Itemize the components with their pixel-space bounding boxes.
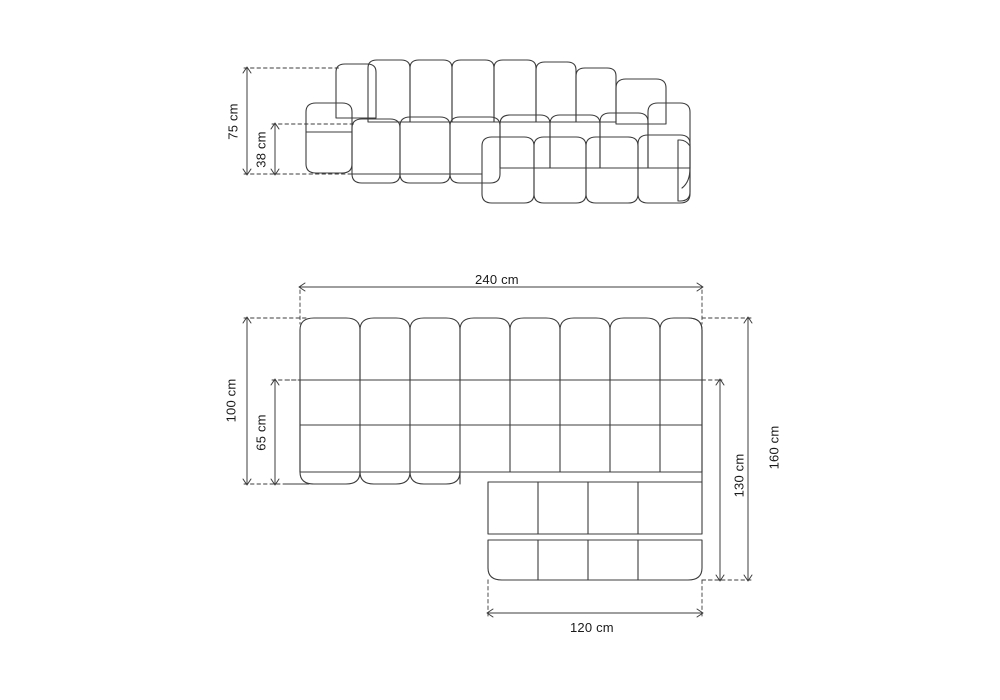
dimension-label-plan-depth-total: 160 cm	[766, 425, 782, 470]
dimension-label-chaise-width: 120 cm	[570, 620, 614, 635]
dimension-label-front-seat-height: 38 cm	[253, 131, 269, 168]
dimension-label-plan-depth-left: 100 cm	[223, 378, 239, 423]
dimension-label-plan-width-total: 240 cm	[475, 272, 519, 287]
dimension-label-plan-depth-inner: 130 cm	[731, 453, 747, 498]
top-plan-view	[243, 283, 752, 618]
dimension-label-plan-depth-left-inner: 65 cm	[253, 414, 269, 451]
dimension-label-front-total-height: 75 cm	[225, 103, 241, 140]
front-elevation-view	[243, 60, 690, 203]
